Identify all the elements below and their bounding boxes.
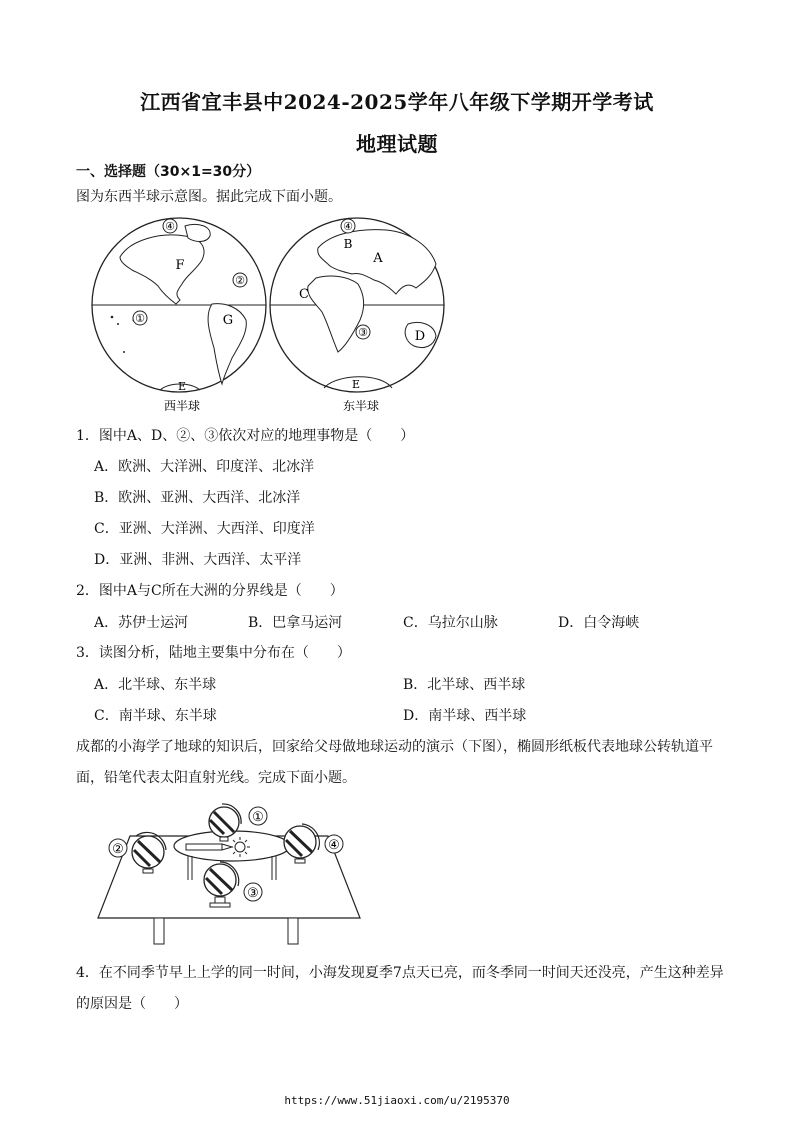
west-mark-E: E — [177, 380, 187, 393]
east-mark-3: ③ — [358, 326, 368, 339]
q1-option-c: C．亚洲、大洋洲、大西洋、印度洋 — [94, 521, 315, 537]
hemisphere-map — [90, 212, 450, 417]
east-mark-4: ④ — [343, 220, 353, 233]
west-mark-1: ① — [135, 312, 145, 325]
globe-mark-1: ① — [252, 810, 264, 825]
q3-option-b: B．北半球、西半球 — [403, 677, 526, 693]
question-3-stem: 3．读图分析，陆地主要集中分布在（ ） — [76, 645, 351, 661]
section-heading: 一、选择题（30×1=30分） — [76, 164, 261, 180]
q2-option-a: A．苏伊士运河 — [94, 615, 189, 631]
q1-option-d: D．亚洲、非洲、大西洋、太平洋 — [94, 552, 302, 568]
globe-mark-2: ② — [112, 842, 124, 857]
exam-subtitle: 地理试题 — [356, 132, 438, 156]
table-leg — [288, 918, 298, 944]
globe-mark-3: ③ — [247, 886, 259, 901]
intro-text-2: 成都的小海学了地球的知识后，回家给父母做地球运动的演示（下图），椭圆形纸板代表地球公转轨道平面，铅笔代表太阳直射光线。完成下面小题。 — [76, 739, 713, 786]
footer-url[interactable]: https://www.51jiaoxi.com/u/2195370 — [284, 1094, 510, 1107]
east-mark-B: B — [343, 237, 353, 251]
q2-option-c: C．乌拉尔山脉 — [403, 615, 498, 631]
q2-option-d: D．白令海峡 — [558, 615, 640, 631]
west-mark-2: ② — [235, 274, 245, 287]
q3-option-c: C．南半球、东半球 — [94, 708, 217, 724]
east-mark-A: A — [373, 251, 383, 266]
question-4-stem: 4．在不同季节早上上学的同一时间，小海发现夏季7点天已亮，而冬季同一时间天还没亮，产生这种差异的原因是（ ） — [76, 965, 724, 1012]
exam-title: 江西省宜丰县中2024-2025学年八年级下学期开学考试 — [140, 90, 654, 114]
intro-text-1: 图为东西半球示意图。据此完成下面小题。 — [76, 189, 342, 205]
east-hemisphere-label: 东半球 — [342, 399, 380, 413]
footer-link[interactable] — [0, 1094, 794, 1107]
west-hemisphere-label: 西半球 — [163, 399, 201, 413]
q3-option-a: A．北半球、东半球 — [94, 677, 217, 693]
q3-option-d: D．南半球、西半球 — [403, 708, 527, 724]
question-1-stem: 1．图中A、D、②、③依次对应的地理事物是（ ） — [76, 428, 415, 444]
q1-option-b: B．欧洲、亚洲、大西洋、北冰洋 — [94, 490, 301, 506]
globe-mark-4: ④ — [328, 838, 340, 853]
east-mark-C: C — [299, 287, 309, 302]
pencil — [186, 844, 232, 850]
west-mark-F: F — [175, 258, 185, 273]
western-hemisphere — [92, 218, 266, 393]
west-mark-4: ④ — [165, 220, 175, 233]
eastern-hemisphere — [270, 218, 444, 392]
q1-option-a: A．欧洲、大洋洲、印度洋、北冰洋 — [94, 459, 315, 475]
east-mark-E: E — [351, 378, 361, 391]
west-mark-G: G — [222, 313, 234, 328]
q2-option-b: B．巴拿马运河 — [248, 615, 343, 631]
question-2-stem: 2．图中A与C所在大洲的分界线是（ ） — [76, 583, 344, 599]
sun-icon — [230, 837, 250, 857]
globe-demo-figure — [96, 800, 366, 950]
east-mark-D: D — [414, 329, 426, 344]
table-leg — [154, 918, 164, 944]
